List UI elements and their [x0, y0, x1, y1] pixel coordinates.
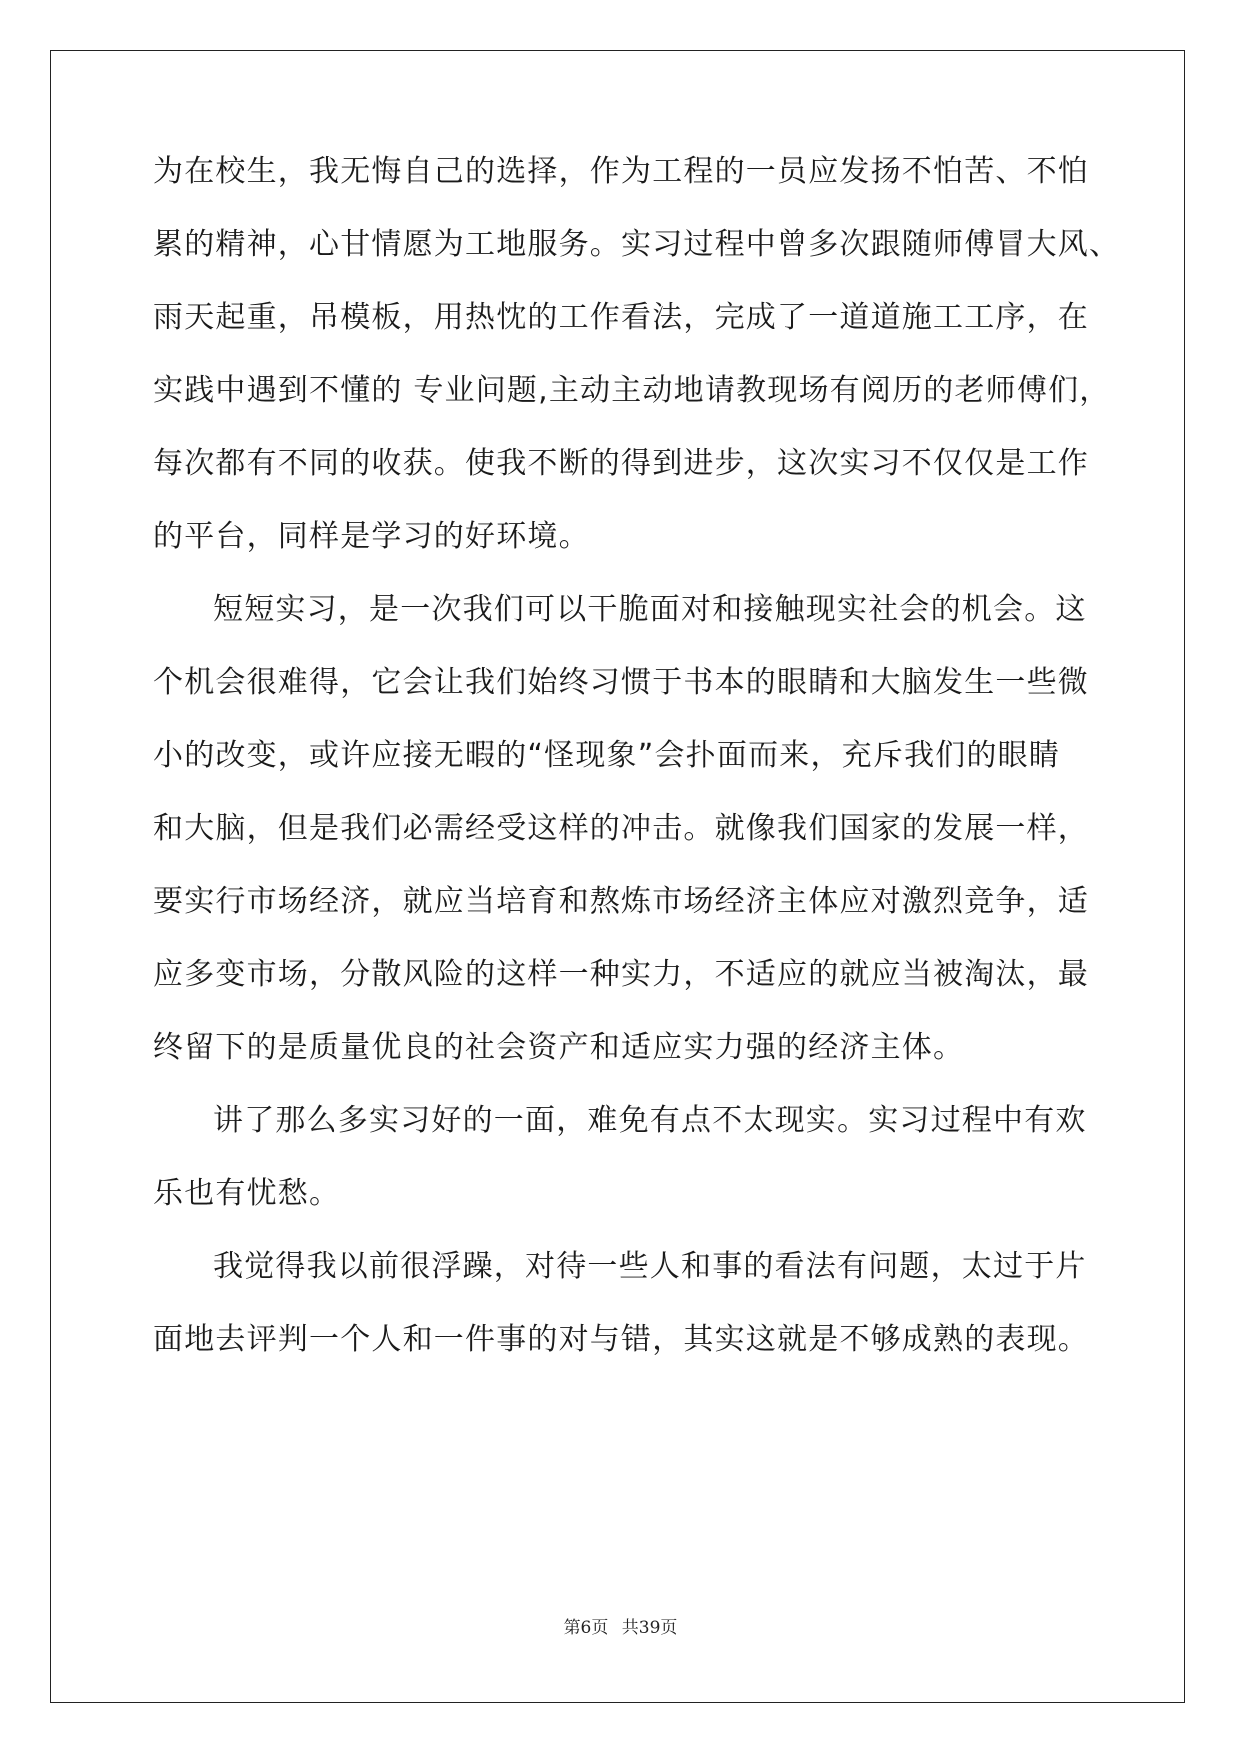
page-footer	[0, 1613, 1241, 1638]
text-line: 的平台，同样是学习的好环境。	[153, 519, 590, 554]
text-line: 应多变市场，分散风险的这样一种实力，不适应的就应当被淘汰，最	[153, 957, 1089, 992]
text-line: 面地去评判一个人和一件事的对与错，其实这就是不够成熟的表现。	[153, 1322, 1089, 1357]
page-total: 共39页	[621, 1618, 678, 1638]
text-line: 终留下的是质量优良的社会资产和适应实力强的经济主体。	[153, 1030, 965, 1065]
text-line: 乐也有忧愁。	[153, 1176, 341, 1211]
text-line: 要实行市场经济，就应当培育和熬炼市场经济主体应对激烈竞争，适	[153, 884, 1089, 919]
text-line: 短短实习，是一次我们可以干脆面对和接触现实社会的机会。这	[213, 592, 1087, 627]
text-line: 我觉得我以前很浮躁，对待一些人和事的看法有问题，太过于片	[213, 1249, 1087, 1284]
text-line: 小的改变，或许应接无暇的“怪现象”会扑面而来，充斥我们的眼睛	[153, 738, 1061, 773]
page-number: 第6页	[563, 1618, 609, 1638]
text-line: 和大脑，但是我们必需经受这样的冲击。就像我们国家的发展一样，	[153, 811, 1089, 846]
text-line: 累的精神，心甘情愿为工地服务。实习过程中曾多次跟随师傅冒大风、	[153, 227, 1121, 262]
text-line: 实践中遇到不懂的 专业问题,主动主动地请教现场有阅历的老师傅们，	[153, 373, 1111, 408]
text-line: 讲了那么多实习好的一面，难免有点不太现实。实习过程中有欢	[213, 1103, 1087, 1138]
text-line: 每次都有不同的收获。使我不断的得到进步，这次实习不仅仅是工作	[153, 446, 1089, 481]
text-line: 个机会很难得，它会让我们始终习惯于书本的眼睛和大脑发生一些微	[153, 665, 1089, 700]
text-line: 为在校生，我无悔自己的选择，作为工程的一员应发扬不怕苦、不怕	[153, 154, 1089, 189]
text-line: 雨天起重，吊模板，用热忱的工作看法，完成了一道道施工工序，在	[153, 300, 1089, 335]
